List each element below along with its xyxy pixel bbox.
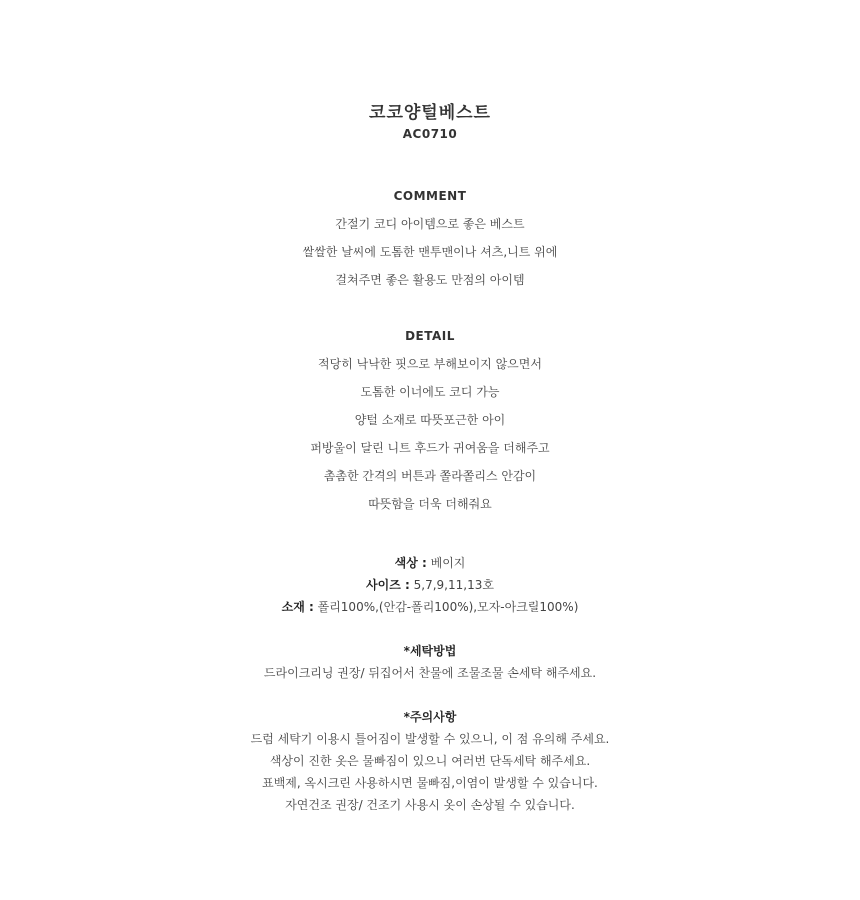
spec-size-value: 5,7,9,11,13호 (413, 578, 494, 592)
spec-color-value: 베이지 (430, 556, 466, 570)
product-code: AC0710 (402, 127, 458, 141)
spec-color-label: 색상 : (394, 556, 427, 570)
detail-line: 촘촘한 간격의 버튼과 쫄라쫄리스 안감이 (323, 469, 537, 483)
spec-material (0, 596, 860, 618)
detail-title: DETAIL (405, 329, 455, 343)
comment-section (0, 210, 860, 294)
spec-material-value: 폴리100%,(안감-폴리100%),모자-아크릴100%) (317, 600, 579, 614)
comment-line: 쌀쌀한 날씨에 도톰한 맨투맨이나 셔츠,니트 위에 (302, 245, 558, 259)
detail-line: 따뜻함을 더욱 더해줘요 (368, 497, 492, 511)
comment-title: COMMENT (393, 189, 467, 203)
spec-section (0, 552, 860, 618)
detail-line: 퍼방울이 달린 니트 후드가 귀여움을 더해주고 (310, 441, 550, 455)
comment-line: 간절기 코디 아이템으로 좋은 베스트 (335, 217, 525, 231)
spec-color (0, 552, 860, 574)
caution-title: *주의사항 (403, 710, 457, 724)
product-name: 코코양털베스트 (369, 103, 491, 123)
caution-line: 색상이 진한 옷은 물빠짐이 있으니 여러번 단독세탁 해주세요. (269, 754, 591, 768)
washing-title: *세탁방법 (403, 644, 457, 658)
comment-line: 걸쳐주면 좋은 활용도 만점의 아이템 (335, 273, 525, 287)
caution-line: 드럼 세탁기 이용시 틀어짐이 발생할 수 있으니, 이 점 유의해 주세요. (250, 732, 610, 746)
caution-line: 표백제, 옥시크린 사용하시면 물빠짐,이염이 발생할 수 있습니다. (262, 776, 598, 790)
washing-instruction: 드라이크리닝 권장/ 뒤집어서 찬물에 조물조물 손세탁 해주세요. (263, 666, 597, 680)
caution-section (0, 728, 860, 816)
detail-line: 도톰한 이너에도 코디 가능 (360, 385, 500, 399)
spec-material-label: 소재 : (281, 600, 314, 614)
detail-line: 적당히 낙낙한 핏으로 부해보이지 않으면서 (318, 357, 542, 371)
spec-size (0, 574, 860, 596)
detail-line: 양털 소재로 따뜻포근한 아이 (354, 413, 506, 427)
detail-section (0, 350, 860, 518)
caution-line: 자연건조 권장/ 건조기 사용시 옷이 손상될 수 있습니다. (285, 798, 575, 812)
spec-size-label: 사이즈 : (366, 578, 410, 592)
